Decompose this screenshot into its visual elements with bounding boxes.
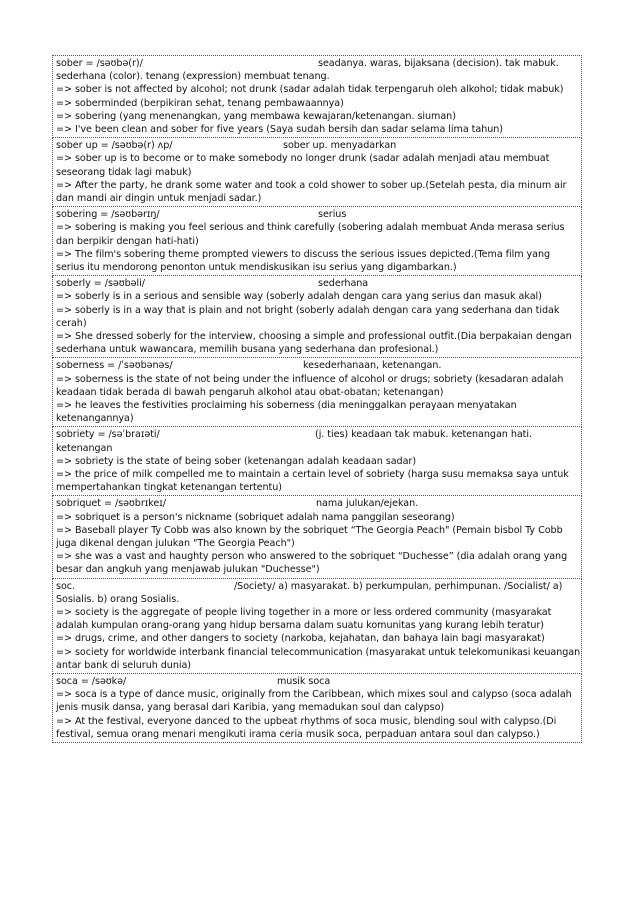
entry-head [56,359,581,372]
entry-definition-continued: ketenangan [56,442,113,454]
example-line: => sober up is to become or to make somebody no longer drunk (sadar adalah menjadi atau membuat seseorang tidak lagi mabuk) [56,153,550,178]
example-line: => The film's sobering theme prompted viewers to discuss the serious issues depicted.(Tema film yang serius itu mendorong penonton untuk mendiskusikan isu serius yang digambarkan.) [56,248,551,273]
example-line: => sober is not affected by alcohol; not drunk (sadar adalah tidak terpengaruh oleh alkohol; tidak mabuk) [56,84,564,96]
dictionary-sheet [52,55,582,743]
example-line: => At the festival, everyone danced to the upbeat rhythms of soca music, blending soul with calypso.(Di festival, semua orang menari mengikuti irama ceria musik soca, perpaduan antara soul dan calypso.) [56,715,557,740]
entry-term: sobriquet = /səʊbrɪkeɪ/ [56,498,166,510]
example-line: => soberly is in a way that is plain and not bright (soberly adalah dengan cara yang sederhana dan tidak cerah) [56,304,560,329]
example-line: => society is the aggregate of people living together in a more or less ordered community (masyarakat adalah kumpulan orang-orang yang hidup bersama dalam suatu komunitas yang kurang lebih teratur) [56,607,552,632]
entry-head [56,497,581,510]
entry-definition: nama julukan/ejekan. [316,498,419,510]
entry-term: sober = /səʊbə(r)/ [56,58,143,69]
example-line: => the price of milk compelled me to maintain a certain level of sobriety (harga susu memaksa saya untuk mempertahankan tingkat ketenangan tertentu) [56,469,569,494]
entry-definition-continued: sederhana (color). tenang (expression) membuat tenang. [56,71,330,83]
example-line: => sobriquet is a person's nickname (sobriquet adalah nama panggilan seseorang) [56,511,455,523]
entry-head [56,57,581,70]
entry-sobriety [52,427,582,496]
entry-sobriquet [52,496,582,578]
example-line: => Baseball player Ty Cobb was also known by the sobriquet “The Georgia Peach" (Pemain bisbol Ty Cobb juga dikenal dengan julukan "The Georgia Peach") [56,524,563,549]
entry-definition-continued: Sosialis. b) orang Sosialis. [56,593,180,605]
example-line: => soca is a type of dance music, originally from the Caribbean, which mixes soul and calypso (soca adalah jenis musik dansa, yang berasal dari Karibia, yang memadukan soul dan calypso) [56,689,572,714]
entry-definition: musik soca [277,676,331,688]
example-line: => he leaves the festivities proclaiming his soberness (dia meninggalkan perayaan menyatakan ketenangannya) [56,400,517,425]
entry-term: soc. [56,580,75,592]
example-line: => society for worldwide interbank financial telecommunication (masyarakat untuk telekomunikasi keuangan antar bank di seluruh dunia) [56,646,581,671]
entry-term: soberness = /ˈsəʊbənəs/ [56,360,173,372]
entry-soc [52,579,582,674]
entry-head [56,277,581,290]
entry-head [56,675,581,688]
example-line: => soberness is the state of not being under the influence of alcohol or drugs; sobriety (kesadaran adalah keadaan tidak berada di bawah pengaruh alkohol atau obat-obatan; ketenangan) [56,373,564,398]
entry-definition: seadanya. waras, bijaksana (decision). tak mabuk. [318,58,559,69]
entry-head [56,580,581,593]
entry-head [56,208,581,221]
entry-sobering [52,207,582,276]
entry-sober-up [52,138,582,207]
example-line: => After the party, he drank some water and took a cold shower to sober up.(Setelah pesta, dia minum air dan mandi air dingin untuk menjadi sadar.) [56,179,567,204]
entry-term: sobering = /səʊbərɪŋ/ [56,209,160,221]
entry-term: soberly = /səʊbəli/ [56,278,145,290]
entry-definition: kesederhanaan, ketenangan. [303,360,442,372]
entry-term: sober up = /səʊbə(r) ʌp/ [56,140,173,152]
example-line: => She dressed soberly for the interview, choosing a simple and professional outfit.(Dia berpakaian dengan sederhana untuk wawancara, memilih busana yang sederhana dan profesional.) [56,331,572,356]
example-line: => sobering (yang menenangkan, yang membawa kewajaran/ketenangan. siuman) [56,110,456,122]
entry-soca [52,674,582,743]
entry-definition: sederhana [318,278,369,290]
entry-sober [52,55,582,138]
example-line: => sobriety is the state of being sober (ketenangan adalah keadaan sadar) [56,455,417,467]
example-line: => sobering is making you feel serious and think carefully (sobering adalah membuat Anda merasa serius dan berpikir dengan hati-hati) [56,222,565,247]
entry-soberness [52,358,582,427]
example-line: => soberminded (berpikiran sehat, tenang pembawaannya) [56,97,344,109]
entry-term: soca = /səʊkə/ [56,676,127,688]
example-line: => I've been clean and sober for five years (Saya sudah bersih dan sadar selama lima tahun) [56,124,503,135]
entry-soberly [52,276,582,358]
example-line: => drugs, crime, and other dangers to society (narkoba, kejahatan, dan bahaya lain bagi masyarakat) [56,633,545,645]
example-line: => she was a vast and haughty person who answered to the sobriquet “Duchesse” (dia adalah orang yang besar dan angkuh yang menjawab julukan "Duchesse") [56,551,568,576]
entry-term: sobriety = /səˈbraɪəti/ [56,429,160,441]
entry-definition: (j. ties) keadaan tak mabuk. ketenangan hati. [315,429,533,441]
example-line: => soberly is in a serious and sensible way (soberly adalah dengan cara yang serius dan masuk akal) [56,291,542,303]
entry-head [56,139,581,152]
entry-definition: serius [318,209,347,221]
entry-head [56,428,581,441]
entry-definition: /Society/ a) masyarakat. b) perkumpulan, perhimpunan. /Socialist/ a) [234,580,563,592]
entry-definition: sober up. menyadarkan [283,140,397,152]
